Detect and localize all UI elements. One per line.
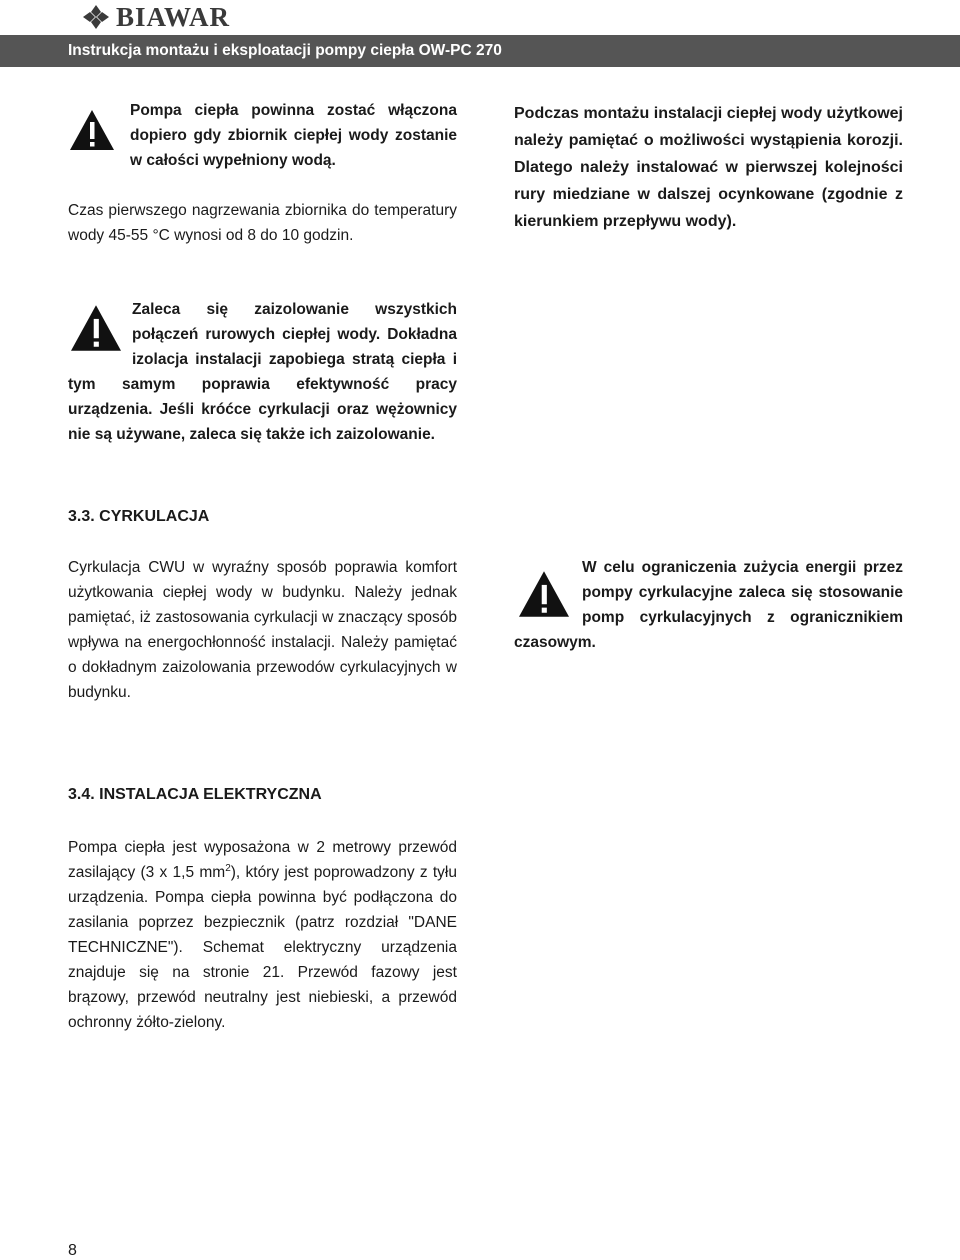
circulation-pump-warning [514, 555, 903, 655]
insulation-warning [68, 297, 457, 447]
electrical-text-part2: ), który jest poprowadzony z tyłu urządzenia. Pompa ciepła powinna być podłączona do zasilania poprzez bezpiecznik (patrz rozdział "DANE TECHNICZNE"). Schemat elektryczny urządzenia znajduje się na stronie 21. Przewód fazowy jest brązowy, przewód neutralny jest niebieski, a przewód ochronny żółto-zielony. [68, 864, 457, 1031]
section-heading-circulation: 3.3. CYRKULACJA [68, 508, 210, 525]
circulation-pump-warning-text: W celu ograniczenia zużycia energii przez pompy cyrkulacyjne zaleca się stosowanie pomp cyrkulacyjnych z ogranicznikiem czasowym. [514, 559, 903, 651]
logo-text: BIAWAR [116, 2, 231, 32]
logo-emblem-icon [82, 4, 110, 30]
warning-triangle-icon [68, 303, 124, 353]
electrical-text-part1: Pompa ciepła jest wyposażona w 2 metrowy przewód zasilający (3 x 1,5 mm [68, 839, 457, 881]
electrical-text-superscript: 2 [225, 862, 231, 874]
page-number: 8 [68, 1242, 77, 1259]
circulation-text: Cyrkulacja CWU w wyraźny sposób poprawia komfort użytkowania ciepłej wody w budynku. Należy jednak pamiętać, iż zastosowania cyrkulacji w znaczący sposób wpływa na energochłonność instalacji. Należy pamiętać o dokładnym zaizolowania przewodów cyrkulacyjnych w budynku. [68, 559, 457, 701]
warning-triangle-icon [68, 108, 116, 152]
brand-logo [82, 2, 230, 32]
electrical-text [68, 835, 457, 1035]
warning-triangle-icon [514, 569, 574, 619]
section-heading-electrical: 3.4. INSTALACJA ELEKTRYCZNA [68, 786, 322, 803]
corrosion-warning-text: Podczas montażu instalacji ciepłej wody użytkowej należy pamiętać o możliwości wystąpienia korozji. Dlatego należy instalować w pierwszej kolejności rury miedziane w dalszej ocynkowane (zgodnie z kierunkiem przepływu wody). [514, 105, 903, 230]
insulation-warning-text: Zaleca się zaizolowanie wszystkich połączeń rurowych ciepłej wody. Dokładna izolacja instalacji zapobiega stratą ciepła i tym samym poprawia efektywność pracy urządzenia. Jeśli króćce cyrkulacji oraz wężownicy nie są używane, zaleca się także ich zaizolowanie. [68, 301, 457, 443]
document-title: Instrukcja montażu i eksploatacji pompy ciepła OW-PC 270 [68, 42, 502, 59]
heating-time-text: Czas pierwszego nagrzewania zbiornika do temperatury wody 45-55 °C wynosi od 8 do 10 godzin. [68, 202, 457, 244]
warning-fill-tank: Pompa ciepła powinna zostać włączona dopiero gdy zbiornik ciepłej wody zostanie w całości wypełniony wodą. [130, 102, 457, 169]
